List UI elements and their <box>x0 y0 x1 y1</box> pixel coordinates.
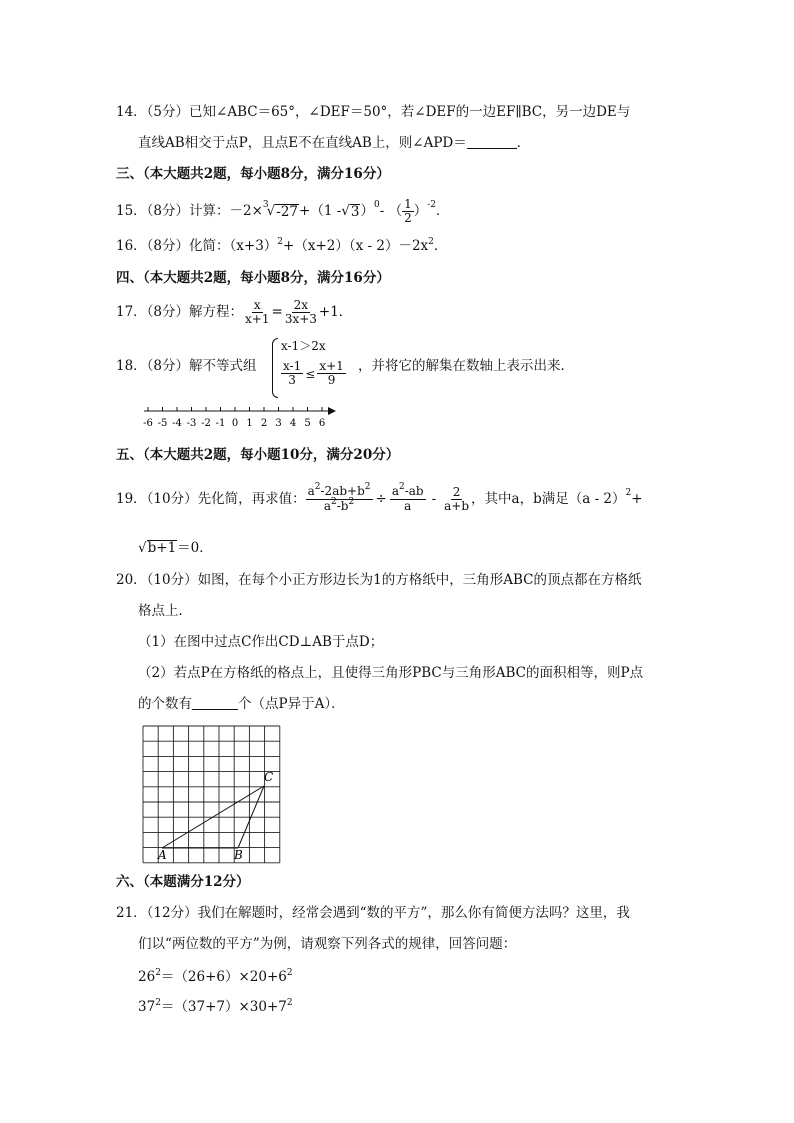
number-line-tick-label: -4 <box>172 418 182 429</box>
q20-sub2: （2）若点P在方格纸的格点上，且使得三角形PBC与三角形ABC的面积相等，则P点 <box>138 665 644 681</box>
q19-line2: √b+1＝0． <box>138 540 213 556</box>
number-line-tick-label: -6 <box>143 418 153 429</box>
cube-root-symbol: √ <box>266 202 276 219</box>
number-line-tick-label: 2 <box>260 418 268 429</box>
number-line[interactable] <box>138 402 338 430</box>
q16: 16．（8分）化简：$(x+3)^2+(x+2)(x - 2)-2x^2$． <box>116 237 448 254</box>
label-a: A <box>158 848 167 862</box>
q18-prefix: 18．（8分）解不等式组 <box>116 358 257 374</box>
q19-line1: 19．（10分）先化简，再求值： $\frac{a^2-2ab+b^2}{a^2-b^2}$ ÷ $\frac{a^2-ab}{a}$ - $\frac{2}{a+b}$ ，其中a，b满足（a - 2） 2 + <box>116 482 643 514</box>
q15: 15．（8分）计算：－2× 3 √ -27 +（1 - √ 3 ） 0 - （ $\frac{1}{2}$ ） -2 ． <box>116 197 450 226</box>
answer-blank[interactable] <box>192 709 238 710</box>
label-c: C <box>264 770 274 784</box>
fraction: $\frac{a^2-ab}{a}$ <box>391 482 424 514</box>
number-line-tick-label: 1 <box>246 418 253 429</box>
q21-line2: 们以“两位数的平方”为例，请观察下列各式的规律，回答问题： <box>138 936 517 952</box>
answer-blank[interactable] <box>467 148 517 149</box>
arrow-icon <box>328 407 336 415</box>
q17: 17．（8分）解方程： $\frac{x}{x+1}$ = $\frac{2x}{3x+3}$ +1． <box>116 298 353 327</box>
number-line-tick-label: -2 <box>201 418 211 429</box>
q20-sub2-line2: 的个数有 个（点P异于A）． <box>138 696 345 712</box>
number-line-ticks <box>143 407 325 429</box>
number-line-tick-label: -5 <box>157 418 168 429</box>
inequality-1: x-1＞2x <box>281 339 326 353</box>
section-5-heading: 五、（本大题共2题，每小题10分，满分20分） <box>116 447 400 463</box>
section-4-heading: 四、（本大题共2题，每小题8分，满分16分） <box>116 270 390 286</box>
q20-line1: 20．（10分）如图，在每个小正方形边长为1的方格纸中，三角形ABC的顶点都在方格纸 <box>116 572 642 588</box>
number-line-tick-label: 3 <box>275 418 282 429</box>
q21-eq1: $26^2=(26+6)\times 20+6^2$ <box>138 968 293 985</box>
q21-line1: 21．（12分）我们在解题时，经常会遇到“数的平方”，那么你有简便方法吗？这里，我 <box>116 905 630 921</box>
inequality-2: $\frac{x-1}{3}$ ≤ $\frac{x+1}{9}$ <box>283 359 344 388</box>
sqrt-symbol: √ <box>341 202 350 219</box>
number-line-tick-label: 4 <box>289 418 297 429</box>
q18-suffix: ，并将它的解集在数轴上表示出来． <box>358 358 574 374</box>
q20-sub1: （1）在图中过点C作出CD⊥AB于点D； <box>138 634 384 650</box>
section-6-heading: 六、（本题满分12分） <box>116 874 250 890</box>
q21-eq2: $37^2=(37+7)\times 30+7^2$ <box>138 998 293 1015</box>
label-b: B <box>234 848 243 862</box>
fraction: $\frac{2}{a+b}$ <box>444 484 470 513</box>
fraction-half: $\frac{1}{2}$ <box>404 197 412 226</box>
fraction: $\frac{a^2-2ab+b^2}{a^2-b^2}$ <box>307 482 371 513</box>
number-line-tick-label: 0 <box>231 418 239 429</box>
q14-line1: 14．（5分）已知∠ABC＝65°，∠DEF＝50°，若∠DEF的一边EF∥BC，另一边DE与 <box>116 104 631 120</box>
fraction: $\frac{x}{x+1}$ <box>245 298 270 327</box>
grid-figure <box>140 724 282 864</box>
fraction: $\frac{2x}{3x+3}$ <box>284 298 317 327</box>
number-line-tick-label: 6 <box>318 418 326 429</box>
sqrt-symbol: √ <box>138 540 147 556</box>
number-line-tick-label: -1 <box>215 418 226 429</box>
number-line-tick-label: 5 <box>304 418 311 429</box>
grid-lines <box>143 726 280 863</box>
system-brace <box>272 338 278 398</box>
q14-line2: 直线AB相交于点P，且点E不在直线AB上，则∠APD＝ ． <box>138 135 531 151</box>
q20-line2: 格点上． <box>138 603 192 619</box>
number-line-tick-label: -3 <box>186 418 197 429</box>
section-3-heading: 三、（本大题共2题，每小题8分，满分16分） <box>116 166 390 182</box>
